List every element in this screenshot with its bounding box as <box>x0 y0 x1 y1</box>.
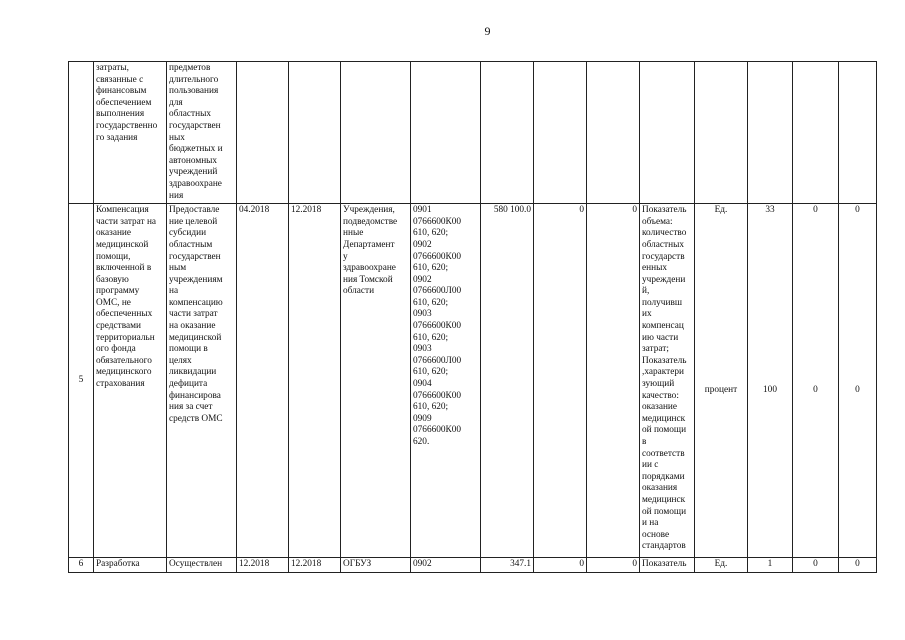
indicator: Показатель объема: количество областных государств енных учреждени й, получивш их компенсац ию части затрат; Показатель ,характери зующий качество: оказание медицинск ой помощи в соответств ии с порядками оказания медицинск ой помощи и на основе стандартов <box>640 204 695 558</box>
budget-code: 0902 <box>411 558 481 573</box>
row-number: 6 <box>69 558 94 573</box>
budget-code <box>411 62 481 204</box>
indicator <box>640 62 695 204</box>
end-date: 12.2018 <box>289 204 341 558</box>
value-b <box>587 62 640 204</box>
budget-code: 0901 0766600К00 610, 620; 0902 0766600К00 610, 620; 0902 0766600Л00 610, 620; 0903 0766600К00 610, 620; 0903 0766600Л00 610, 620; 0904 0766600К00 610, 620; 0909 0766600К00 620. <box>411 204 481 558</box>
value-a: 0 <box>534 558 587 573</box>
activity-description: предметов длительного пользования для областных государствен ных бюджетных и автономных учреждений здравоохране ния <box>167 62 237 204</box>
value-a <box>534 62 587 204</box>
start-date <box>237 62 289 204</box>
activity-description: Предоставле ние целевой субсидии областным государствен ным учреждениям на компенсацию части затрат на оказание медицинской помощи в целях ликвидации дефицита финансирова ния за счет средств ОМС <box>167 204 237 558</box>
end-date <box>289 62 341 204</box>
executor <box>341 62 411 204</box>
end-date: 12.2018 <box>289 558 341 573</box>
value-a: 0 <box>534 204 587 558</box>
indicator-value-a: 0 <box>793 384 839 558</box>
executor: ОГБУЗ <box>341 558 411 573</box>
indicator-value-b: 0 <box>839 384 877 558</box>
executor: Учреждения, подведомстве нные Департамент у здравоохране ния Томской области <box>341 204 411 558</box>
indicator-value-b <box>839 62 877 204</box>
row-number <box>69 62 94 204</box>
table-row <box>69 558 877 573</box>
value-b: 0 <box>587 204 640 558</box>
value-b: 0 <box>587 558 640 573</box>
indicator-value-a: 0 <box>793 204 839 384</box>
indicator-value: 100 <box>748 384 793 558</box>
unit: процент <box>695 384 748 558</box>
activity-name: Разработка <box>94 558 167 573</box>
unit <box>695 62 748 204</box>
start-date: 12.2018 <box>237 558 289 573</box>
page-number: 9 <box>484 24 491 38</box>
indicator-value-a <box>793 62 839 204</box>
indicator-value: 1 <box>748 558 793 573</box>
indicator-value <box>748 62 793 204</box>
amount: 347.1 <box>481 558 534 573</box>
activity-description: Осуществлен <box>167 558 237 573</box>
indicator: Показатель <box>640 558 695 573</box>
start-date: 04.2018 <box>237 204 289 558</box>
indicator-value-b: 0 <box>839 204 877 384</box>
unit: Ед. <box>695 204 748 384</box>
amount <box>481 62 534 204</box>
table-row <box>69 62 877 204</box>
activity-name: Компенсация части затрат на оказание медицинской помощи, включенной в базовую программу ОМС, не обеспеченных средствами территориальн ого фонда обязательного медицинского страхования <box>94 204 167 558</box>
table-row <box>69 204 877 384</box>
amount: 580 100.0 <box>481 204 534 558</box>
row-number: 5 <box>69 204 94 558</box>
indicator-value: 33 <box>748 204 793 384</box>
unit: Ед. <box>695 558 748 573</box>
program-activities-table <box>68 61 877 573</box>
indicator-value-b: 0 <box>839 558 877 573</box>
activity-name: затраты, связанные с финансовым обеспечением выполнения государственно го задания <box>94 62 167 204</box>
indicator-value-a: 0 <box>793 558 839 573</box>
